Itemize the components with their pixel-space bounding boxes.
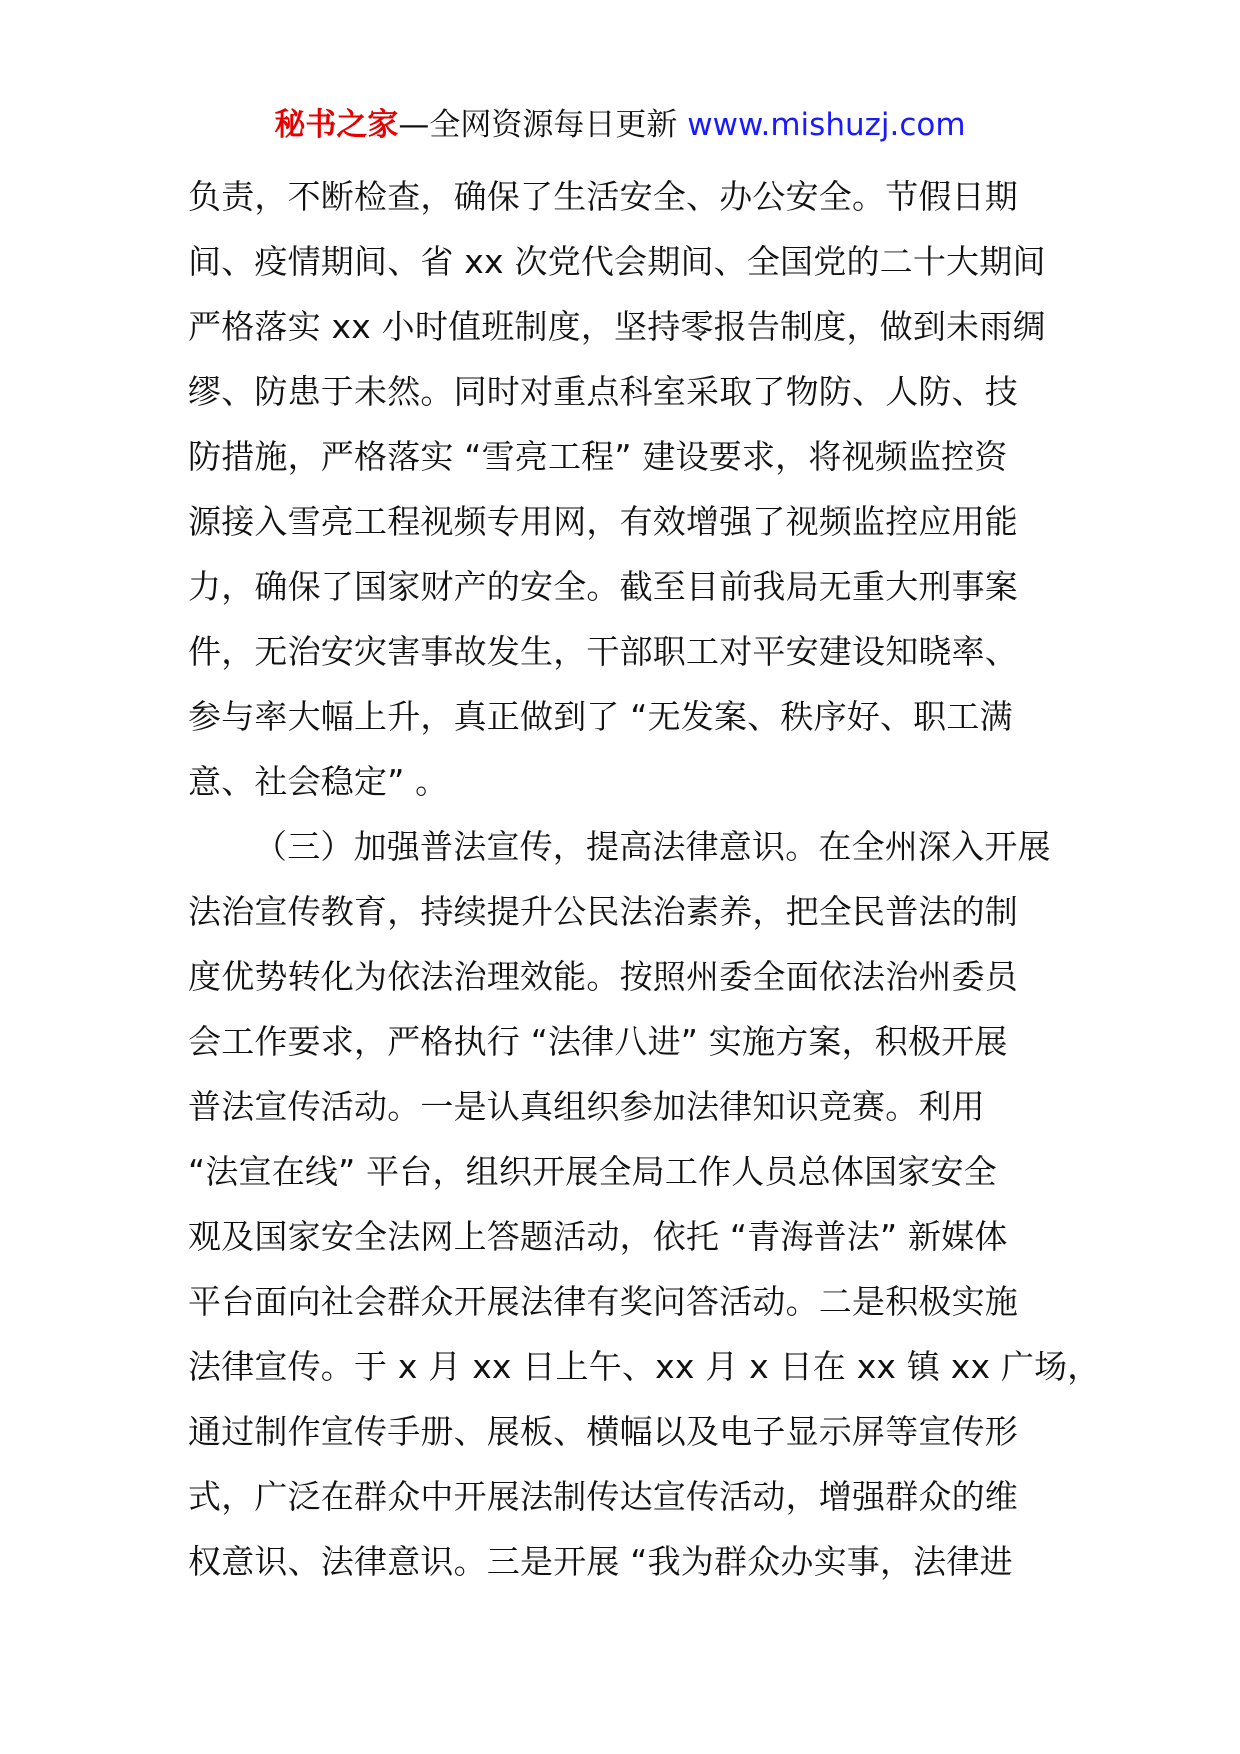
text-line: 式，广泛在群众中开展法制传达宣传活动，增强群众的维 — [188, 1477, 1018, 1516]
text-line: 间、疫情期间、省 xx 次党代会期间、全国党的二十大期间 — [188, 242, 1046, 281]
text-line: 意、社会稳定” 。 — [188, 762, 449, 801]
text-line: 源接入雪亮工程视频专用网，有效增强了视频监控应用能 — [188, 502, 1018, 541]
text-line: 防措施，严格落实 “雪亮工程” 建设要求，将视频监控资 — [188, 437, 1008, 476]
text-line: 法律宣传。于 x 月 xx 日上午、xx 月 x 日在 xx 镇 xx 广场， — [188, 1347, 1101, 1386]
text-line: “法宣在线” 平台，组织开展全局工作人员总体国家安全 — [188, 1152, 997, 1191]
text-line: 通过制作宣传手册、展板、横幅以及电子显示屏等宣传形 — [188, 1412, 1018, 1451]
text-line: 参与率大幅上升，真正做到了 “无发案、秩序好、职工满 — [188, 697, 1013, 736]
header-brand: 秘书之家 — [274, 107, 399, 143]
text-line: 平台面向社会群众开展法律有奖问答活动。二是积极实施 — [188, 1282, 1018, 1321]
text-line: 度优势转化为依法治理效能。按照州委全面依法治州委员 — [188, 957, 1018, 996]
text-line: 负责，不断检查，确保了生活安全、办公安全。节假日期 — [188, 177, 1018, 216]
header-url-link[interactable]: www.mishuzj.com — [687, 107, 966, 143]
page-header — [0, 103, 1240, 147]
text-line: 严格落实 xx 小时值班制度，坚持零报告制度，做到未雨绸 — [188, 307, 1046, 346]
text-line: 件，无治安灾害事故发生，干部职工对平安建设知晓率、 — [188, 632, 1018, 671]
text-line: 缪、防患于未然。同时对重点科室采取了物防、人防、技 — [188, 372, 1018, 411]
text-line: 法治宣传教育，持续提升公民法治素养，把全民普法的制 — [188, 892, 1018, 931]
text-line: 权意识、法律意识。三是开展 “我为群众办实事，法律进 — [188, 1542, 1013, 1581]
text-line: 观及国家安全法网上答题活动，依托 “青海普法” 新媒体 — [188, 1217, 1008, 1256]
document-body — [188, 164, 1101, 1594]
text-line: 普法宣传活动。一是认真组织参加法律知识竞赛。利用 — [188, 1087, 985, 1126]
header-tagline: —全网资源每日更新 — [398, 107, 688, 143]
section-heading-line: （三）加强普法宣传，提高法律意识。在全州深入开展 — [254, 827, 1051, 866]
text-line: 力，确保了国家财产的安全。截至目前我局无重大刑事案 — [188, 567, 1018, 606]
text-line: 会工作要求，严格执行 “法律八进” 实施方案，积极开展 — [188, 1022, 1008, 1061]
